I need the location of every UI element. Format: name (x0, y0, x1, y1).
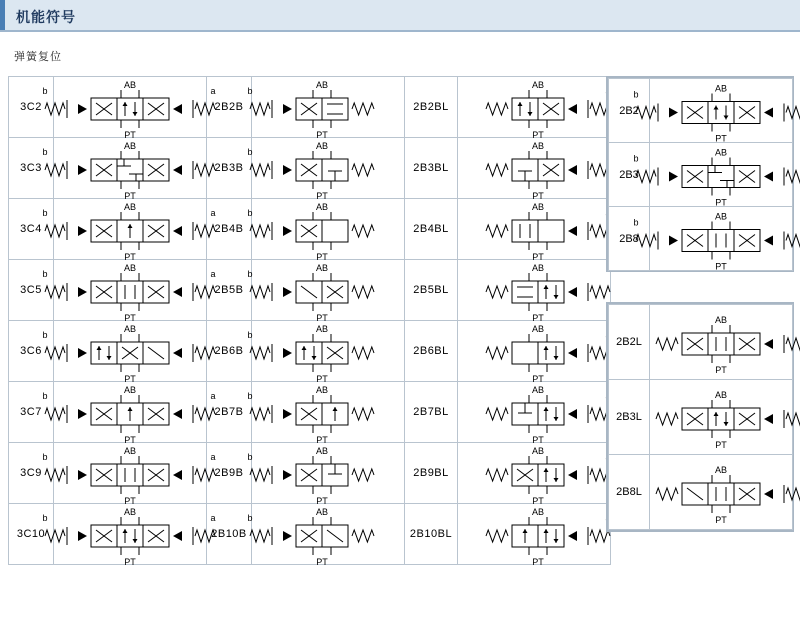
svg-text:b: b (633, 217, 639, 228)
symbol-code-2B3BL: 2B3BL (405, 138, 458, 199)
svg-text:AB: AB (315, 202, 329, 212)
symbol-diagram-2B8 (633, 207, 793, 272)
svg-text:PT: PT (124, 496, 136, 506)
symbol-code-2B2: 2B2 (609, 79, 650, 143)
svg-text:AB: AB (123, 80, 137, 90)
svg-text:PT: PT (715, 197, 727, 208)
symbol-code-2B8L: 2B8L (609, 455, 650, 530)
svg-text:b: b (247, 513, 253, 523)
svg-text:AB: AB (531, 80, 545, 90)
svg-text:AB: AB (315, 263, 329, 273)
symbol-diagram-2B4BL (458, 199, 611, 260)
symbol-code-2B7BL: 2B7BL (405, 382, 458, 443)
header-accent-bar (0, 0, 5, 30)
svg-text:a: a (210, 391, 216, 401)
page-title: 机能符号 (16, 9, 76, 25)
svg-text:AB: AB (123, 141, 137, 151)
svg-text:AB: AB (531, 385, 545, 395)
table-row (9, 199, 611, 260)
svg-text:b: b (42, 147, 48, 157)
svg-text:b: b (247, 147, 253, 157)
svg-text:AB: AB (123, 446, 137, 456)
svg-text:b: b (247, 86, 253, 96)
svg-text:PT: PT (715, 133, 727, 144)
svg-text:a: a (210, 269, 216, 279)
svg-text:b: b (42, 391, 48, 401)
symbol-diagram-3C2 (42, 77, 216, 140)
svg-text:PT: PT (532, 374, 544, 384)
symbol-code-2B2BL: 2B2BL (405, 77, 458, 138)
symbol-code-2B9BL: 2B9BL (405, 443, 458, 504)
symbol-diagram-2B2BL (458, 77, 611, 138)
symbol-code-2B8: 2B8 (609, 207, 650, 271)
svg-text:PT: PT (316, 374, 328, 384)
symbol-code-3C6: 3C6 (9, 321, 54, 382)
svg-text:b: b (42, 208, 48, 218)
svg-text:PT: PT (124, 435, 136, 445)
symbol-diagram-2B2B (247, 77, 405, 140)
svg-text:AB: AB (315, 385, 329, 395)
svg-text:AB: AB (714, 315, 728, 325)
svg-text:b: b (633, 89, 639, 100)
symbol-diagram-2B3B (247, 138, 405, 201)
table-row (9, 382, 611, 443)
symbol-diagram-2B10BL (458, 504, 611, 565)
svg-text:PT: PT (715, 515, 727, 525)
symbol-code-2B3B: 2B3B (207, 138, 252, 199)
symbol-diagram-3C5 (42, 260, 216, 323)
svg-text:b: b (42, 330, 48, 340)
svg-text:b: b (247, 391, 253, 401)
svg-text:AB: AB (531, 202, 545, 212)
symbol-code-3C4: 3C4 (9, 199, 54, 260)
side-panel-top (606, 76, 794, 272)
svg-text:PT: PT (316, 313, 328, 323)
symbol-code-3C7: 3C7 (9, 382, 54, 443)
svg-text:b: b (42, 269, 48, 279)
symbol-code-2B9B: 2B9B (207, 443, 252, 504)
svg-text:PT: PT (316, 252, 328, 262)
symbol-diagram-2B3 (633, 143, 793, 208)
symbol-diagram-2B9BL (458, 443, 611, 504)
symbol-diagram-2B7BL (458, 382, 611, 443)
svg-text:AB: AB (315, 507, 329, 517)
symbol-diagram-2B10B (247, 504, 405, 567)
symbol-code-2B5B: 2B5B (207, 260, 252, 321)
svg-text:PT: PT (532, 435, 544, 445)
header-bar (0, 0, 800, 32)
svg-text:PT: PT (316, 191, 328, 201)
svg-text:PT: PT (124, 374, 136, 384)
symbol-diagram-3C10 (42, 504, 216, 567)
symbol-diagram-2B2L (650, 305, 793, 380)
svg-text:PT: PT (715, 440, 727, 450)
svg-text:PT: PT (532, 191, 544, 201)
symbol-diagram-3C7 (42, 382, 216, 445)
svg-text:PT: PT (316, 496, 328, 506)
svg-text:b: b (633, 153, 639, 164)
svg-text:b: b (247, 330, 253, 340)
svg-text:a: a (210, 86, 216, 96)
svg-text:PT: PT (532, 130, 544, 140)
symbol-diagram-2B7B (247, 382, 405, 445)
svg-text:AB: AB (714, 83, 728, 94)
symbol-diagram-2B5B (247, 260, 405, 323)
svg-text:b: b (42, 513, 48, 523)
svg-text:AB: AB (123, 202, 137, 212)
svg-text:PT: PT (124, 191, 136, 201)
symbol-code-3C2: 3C2 (9, 77, 54, 138)
symbol-code-3C3: 3C3 (9, 138, 54, 199)
table-row (609, 143, 793, 207)
svg-text:PT: PT (316, 557, 328, 567)
symbol-diagram-2B4B (247, 199, 405, 262)
symbol-diagram-3C9 (42, 443, 216, 506)
symbol-code-2B2L: 2B2L (609, 305, 650, 380)
side-symbol-table-top (608, 78, 793, 271)
symbol-code-2B10BL: 2B10BL (405, 504, 458, 565)
svg-text:PT: PT (316, 435, 328, 445)
table-row (609, 79, 793, 143)
table-row (609, 207, 793, 271)
svg-text:a: a (210, 452, 216, 462)
table-row (9, 138, 611, 199)
symbol-diagram-3C4 (42, 199, 216, 262)
svg-text:a: a (210, 513, 216, 523)
svg-text:a: a (210, 208, 216, 218)
table-row (609, 305, 793, 380)
svg-text:AB: AB (315, 324, 329, 334)
svg-text:PT: PT (715, 261, 727, 272)
table-row (9, 77, 611, 138)
svg-text:AB: AB (531, 263, 545, 273)
svg-text:AB: AB (315, 141, 329, 151)
svg-text:PT: PT (532, 313, 544, 323)
svg-text:PT: PT (124, 313, 136, 323)
symbol-diagram-2B2 (633, 79, 793, 144)
svg-text:AB: AB (123, 263, 137, 273)
svg-text:AB: AB (714, 465, 728, 475)
svg-text:AB: AB (315, 80, 329, 90)
svg-text:PT: PT (124, 557, 136, 567)
symbol-diagram-3C6 (42, 321, 207, 384)
symbol-code-2B10B: 2B10B (207, 504, 252, 565)
svg-text:PT: PT (124, 130, 136, 140)
svg-text:PT: PT (532, 252, 544, 262)
svg-text:AB: AB (531, 446, 545, 456)
table-row (9, 321, 611, 382)
side-panel-bottom (606, 302, 794, 532)
symbol-code-3C5: 3C5 (9, 260, 54, 321)
symbol-diagram-2B8L (650, 455, 793, 530)
svg-text:b: b (247, 452, 253, 462)
svg-text:AB: AB (531, 324, 545, 334)
symbol-diagram-2B9B (247, 443, 405, 506)
symbol-diagram-2B5BL (458, 260, 611, 321)
symbol-code-2B6BL: 2B6BL (405, 321, 458, 382)
symbol-code-3C10: 3C10 (9, 504, 54, 565)
symbol-code-2B3: 2B3 (609, 143, 650, 207)
svg-text:AB: AB (123, 385, 137, 395)
svg-text:AB: AB (315, 446, 329, 456)
svg-text:PT: PT (715, 365, 727, 375)
svg-text:PT: PT (316, 130, 328, 140)
svg-text:AB: AB (531, 507, 545, 517)
svg-text:AB: AB (714, 211, 728, 222)
symbol-code-2B6B: 2B6B (207, 321, 252, 382)
symbol-diagram-2B6B (247, 321, 405, 384)
table-row (609, 455, 793, 530)
table-row (9, 260, 611, 321)
symbol-code-2B4BL: 2B4BL (405, 199, 458, 260)
symbol-code-2B3L: 2B3L (609, 380, 650, 455)
svg-text:AB: AB (123, 507, 137, 517)
symbol-code-3C9: 3C9 (9, 443, 54, 504)
table-row (9, 443, 611, 504)
symbol-code-2B4B: 2B4B (207, 199, 252, 260)
svg-text:AB: AB (714, 147, 728, 158)
svg-text:b: b (42, 86, 48, 96)
symbol-code-2B5BL: 2B5BL (405, 260, 458, 321)
table-row (609, 380, 793, 455)
svg-text:PT: PT (532, 496, 544, 506)
symbol-diagram-3C3 (42, 138, 207, 201)
svg-text:b: b (247, 208, 253, 218)
svg-text:b: b (247, 269, 253, 279)
symbol-code-2B7B: 2B7B (207, 382, 252, 443)
symbol-diagram-2B6BL (458, 321, 611, 382)
svg-text:b: b (42, 452, 48, 462)
table-row (9, 504, 611, 565)
svg-text:PT: PT (532, 557, 544, 567)
symbol-table (8, 76, 611, 565)
side-symbol-table-bottom (608, 304, 793, 530)
svg-text:PT: PT (124, 252, 136, 262)
symbol-diagram-2B3L (650, 380, 793, 455)
svg-text:AB: AB (714, 390, 728, 400)
svg-text:AB: AB (531, 141, 545, 151)
symbol-diagram-2B3BL (458, 138, 611, 199)
symbol-code-2B2B: 2B2B (207, 77, 252, 138)
svg-text:AB: AB (123, 324, 137, 334)
section-subtitle: 弹簧复位 (14, 51, 62, 63)
